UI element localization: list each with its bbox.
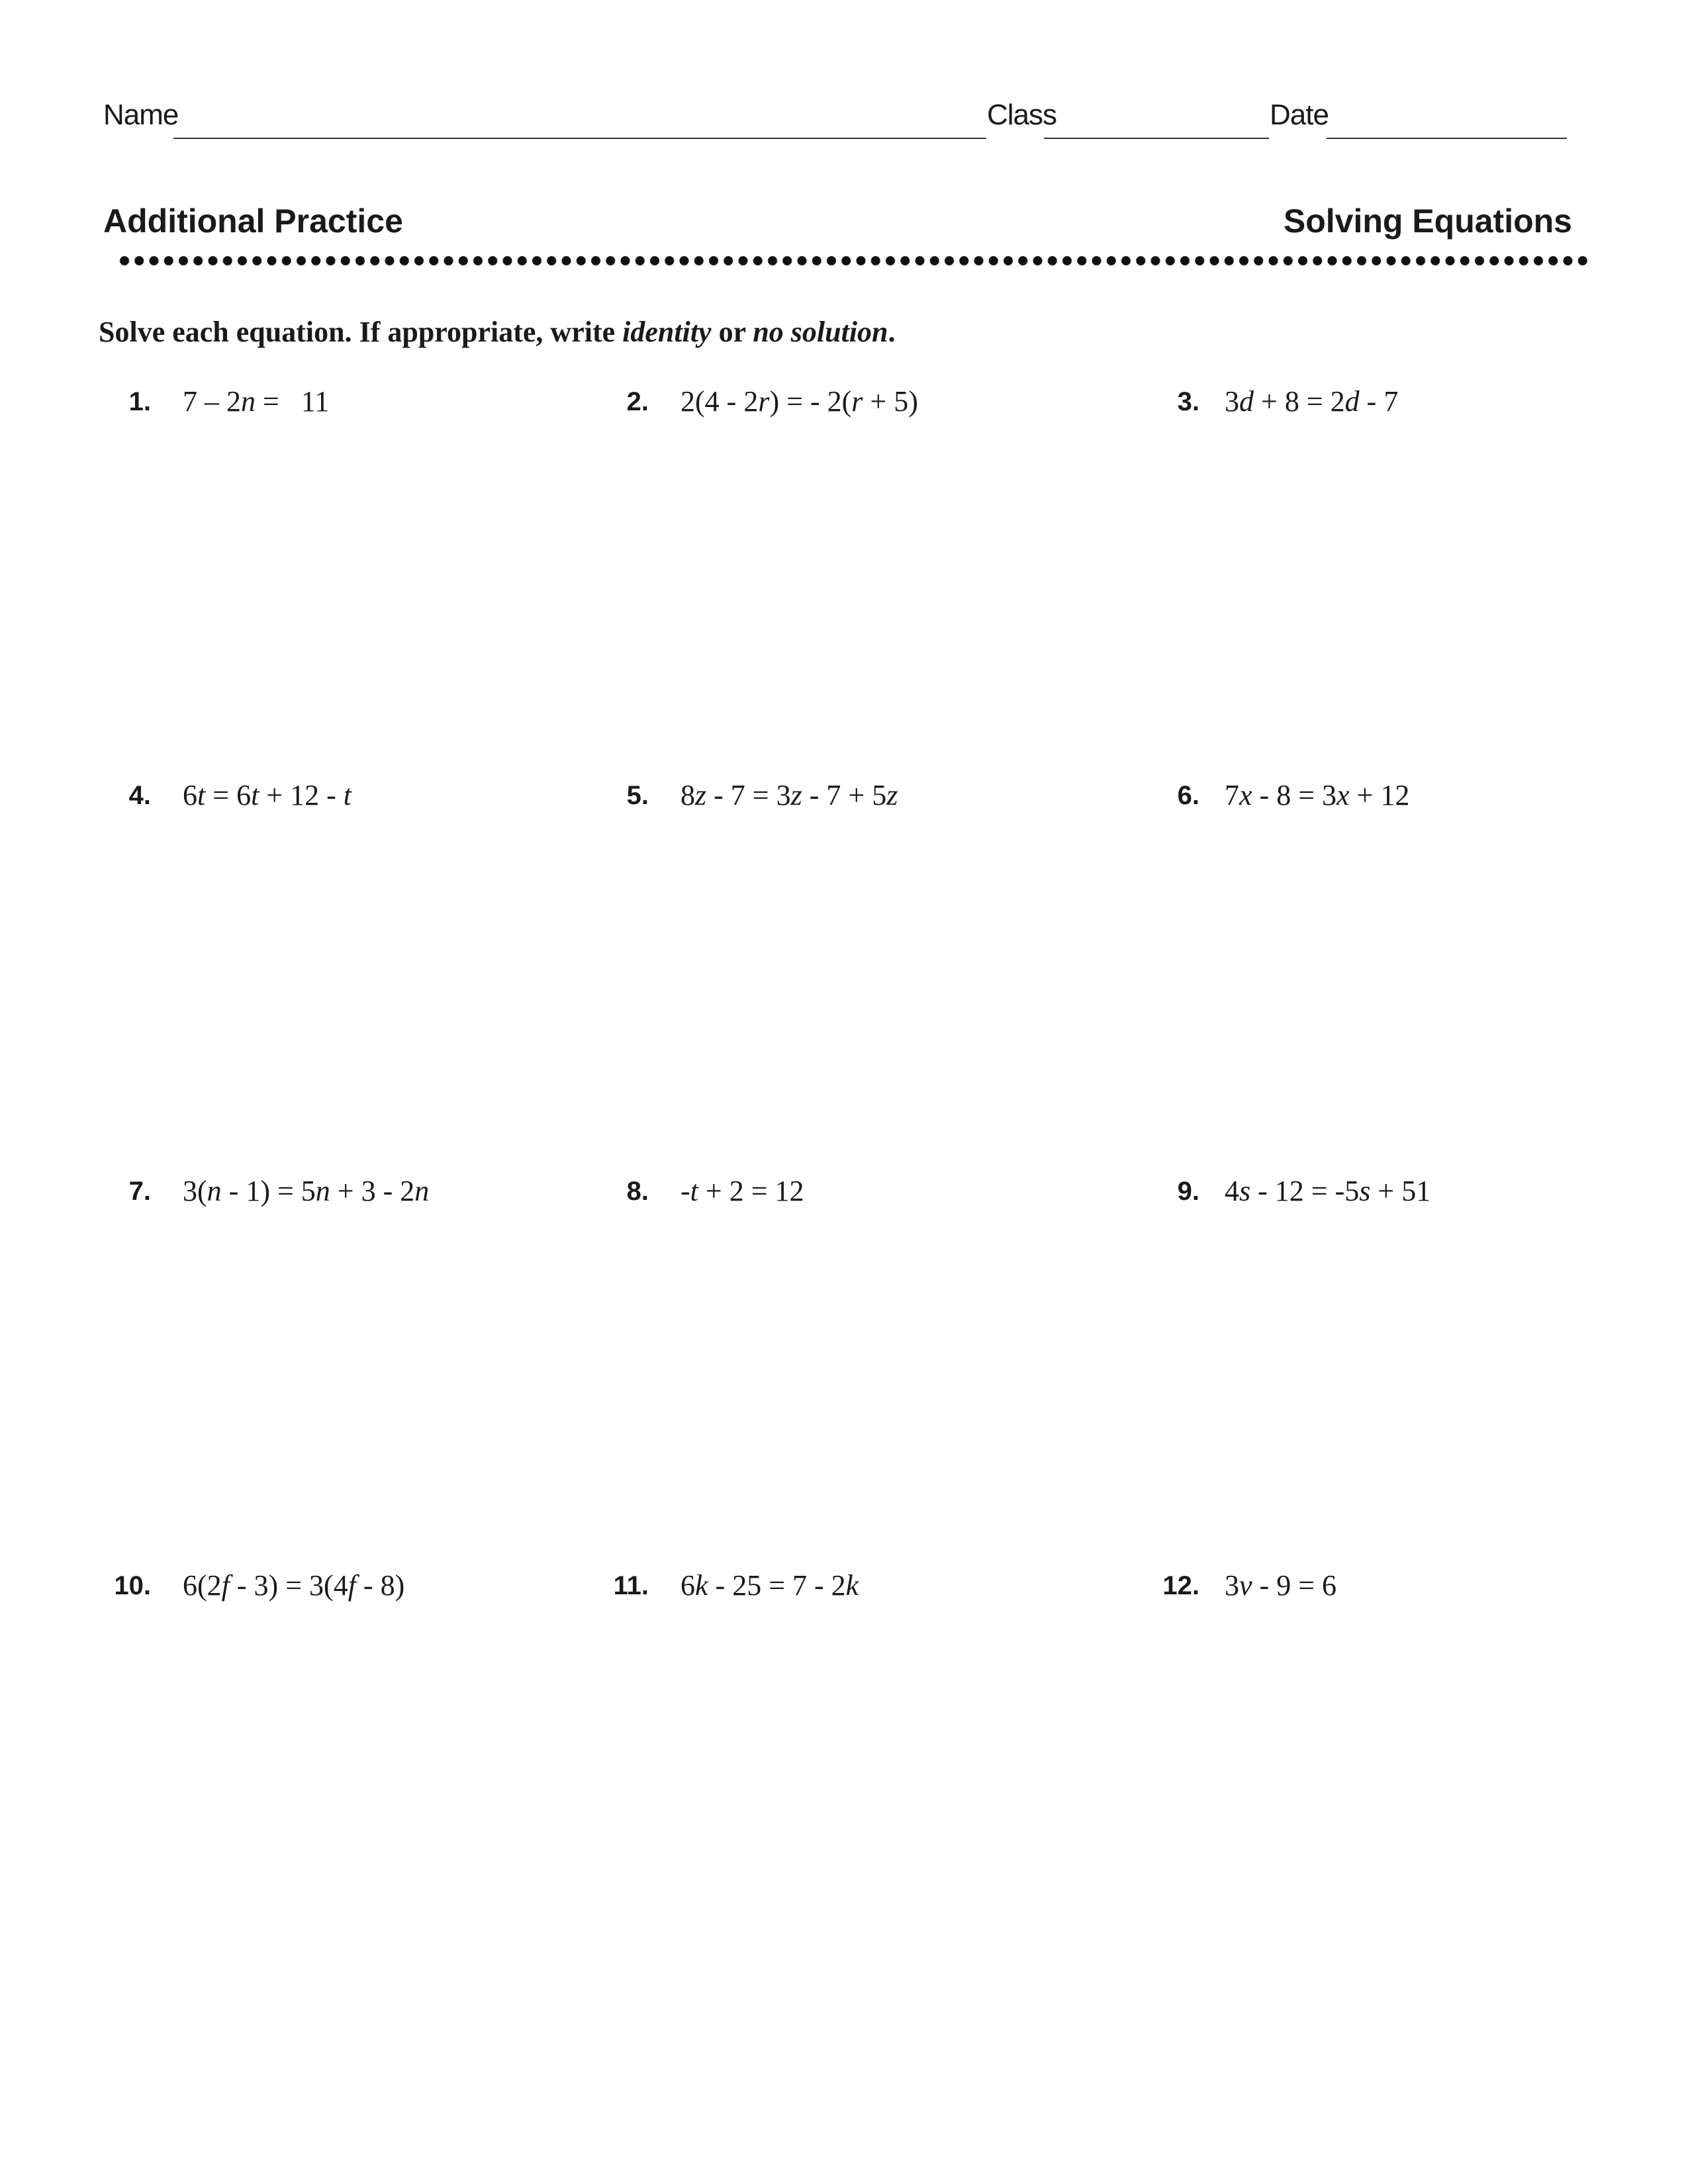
instructions-or: or: [711, 316, 753, 348]
instructions: [99, 318, 896, 347]
problem-equation: 7x - 8 = 3x + 12: [1225, 779, 1410, 811]
instructions-end: .: [888, 316, 896, 348]
instructions-text: Solve each equation. If appropriate, write: [99, 316, 623, 348]
problem-equation: 6k - 25 = 7 - 2k: [680, 1569, 859, 1602]
problem-number: 12.: [1162, 1571, 1199, 1600]
section-title: Solving Equations: [1283, 203, 1572, 240]
problem-equation: 2(4 - 2r) = - 2(r + 5): [680, 385, 918, 418]
problem-number: 2.: [626, 387, 649, 416]
problem-number: 3.: [1177, 387, 1199, 416]
name-field[interactable]: [173, 138, 986, 139]
problem-equation: 4s - 12 = -5s + 51: [1225, 1175, 1431, 1207]
problem-equation: 6t = 6t + 12 - t: [183, 779, 352, 811]
problem-number: 8.: [626, 1177, 649, 1206]
dotted-divider: [119, 255, 1592, 266]
problem-number: 9.: [1177, 1177, 1199, 1206]
class-label: Class: [987, 99, 1057, 131]
problem-equation: -t + 2 = 12: [680, 1175, 804, 1207]
problem-number: 4.: [128, 781, 151, 810]
problem-equation: 6(2f - 3) = 3(4f - 8): [183, 1569, 405, 1602]
problem-equation: 3(n - 1) = 5n + 3 - 2n: [183, 1175, 430, 1207]
problem-number: 11.: [613, 1571, 649, 1600]
page-title: Additional Practice: [103, 203, 403, 240]
problem-number: 5.: [626, 781, 649, 810]
problem-equation: 3d + 8 = 2d - 7: [1225, 385, 1399, 418]
problem-number: 10.: [114, 1571, 151, 1600]
instructions-no-solution: no solution: [753, 316, 888, 348]
problem-number: 7.: [128, 1177, 151, 1206]
problem-number: 1.: [128, 387, 151, 416]
problem-equation: 3v - 9 = 6: [1225, 1569, 1337, 1602]
name-label: Name: [103, 99, 179, 131]
problem-number: 6.: [1177, 781, 1199, 810]
instructions-identity: identity: [622, 316, 712, 348]
problem-equation: 8z - 7 = 3z - 7 + 5z: [680, 779, 898, 811]
class-field[interactable]: [1044, 138, 1269, 139]
problem-equation: 7 – 2n = 11: [183, 385, 330, 418]
date-label: Date: [1270, 99, 1329, 131]
date-field[interactable]: [1327, 138, 1567, 139]
